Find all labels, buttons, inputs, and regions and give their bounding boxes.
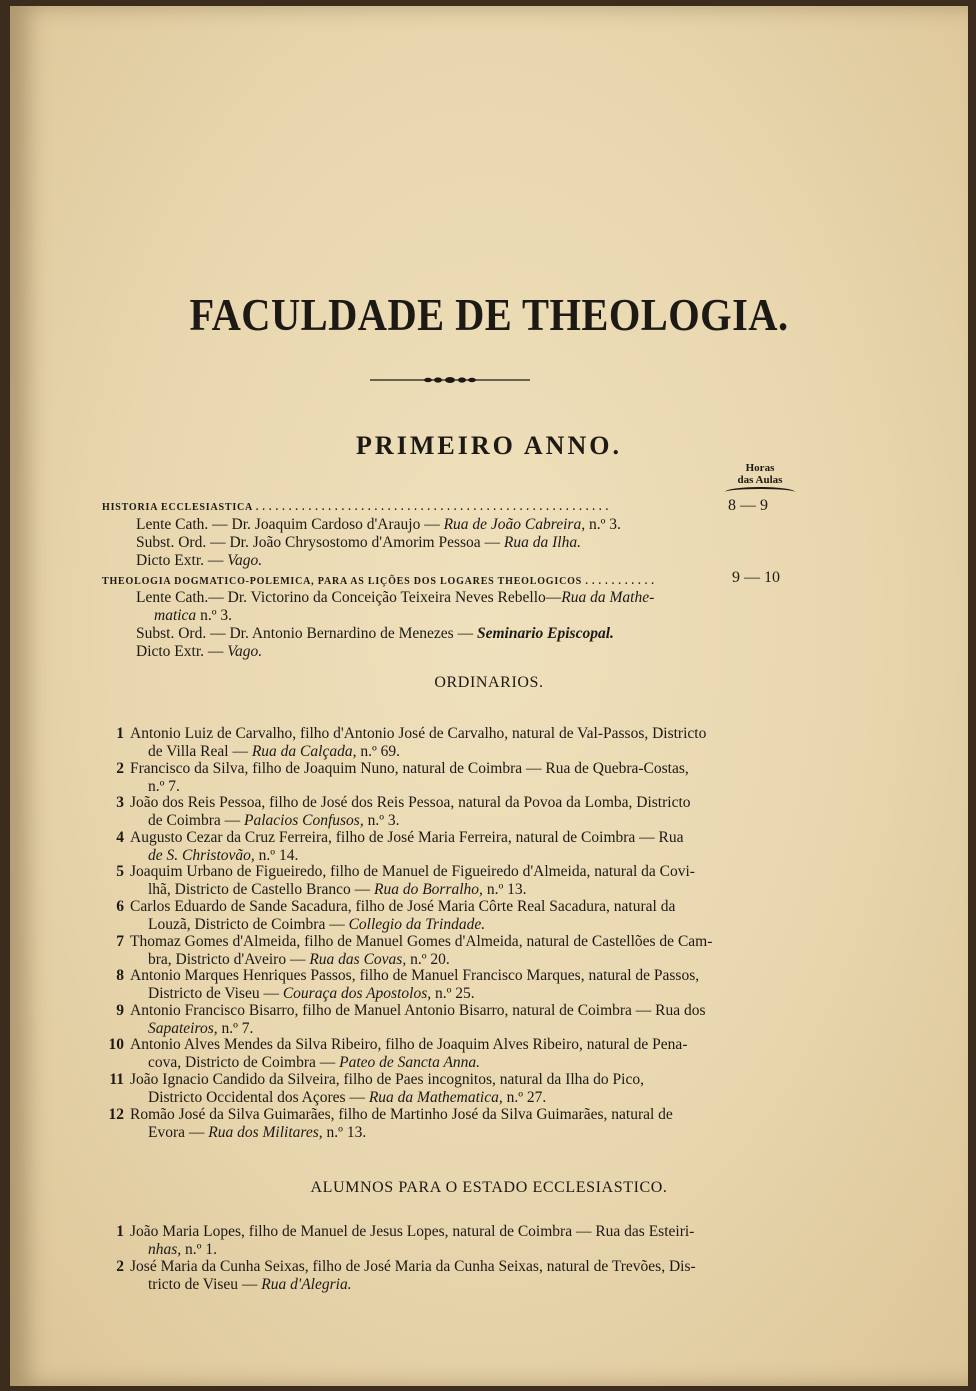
entry-line-2: lhã, Districto de Castello Branco — Rua do Borralho, n.º 13. [148,881,527,899]
list-item [130,1036,810,1072]
entry-number: 5 [116,863,124,881]
leader-dots: . . . . . . . . . . . . . . . . . . . . . . . . . . . . . . . . . . . . . . . . . . . . . . . . . . . . . . [252,502,609,513]
list-item [130,1071,810,1107]
book-page [10,6,968,1386]
entry-number: 9 [116,1001,124,1019]
entry-number: 11 [109,1071,124,1088]
page-title: FACULDADE DE THEOLOGIA. [189,289,789,340]
ornament-divider [370,374,530,386]
course-hours: 9 — 10 [732,569,780,586]
entry-line-2: Districto Occidental dos Açores — Rua da Mathematica, n.º 27. [148,1089,547,1106]
staff-line: matica n.º 3. [154,607,232,624]
entry-line-1: Thomaz Gomes d'Almeida, filho de Manuel Gomes d'Almeida, natural de Castellões de Cam- [130,932,713,950]
entry-line-1: Francisco da Silva, filho de Joaquim Nuno, natural de Coimbra — Rua de Quebra-Costas, [130,759,689,777]
list-item [130,1106,810,1142]
year-heading: PRIMEIRO ANNO. [356,431,622,460]
entry-line-1: Joaquim Urbano de Figueiredo, filho de Manuel de Figueiredo d'Almeida, natural da Covi- [130,863,695,881]
entry-line-1: João Ignacio Candido da Silveira, filho de Paes incognitos, natural da Ilha do Pico, [130,1071,644,1088]
entry-line-2: Louzã, Districto de Coimbra — Collegio da Trindade. [148,916,486,933]
course-2 [102,571,976,589]
entry-line-2: de S. Christovão, n.º 14. [148,846,299,864]
list-item [130,1258,810,1294]
staff-line: Dicto Extr. — Vago. [136,552,263,569]
staff-line: Dicto Extr. — Vago. [136,643,263,660]
entry-line-1: Antonio Francisco Bisarro, filho de Manuel Antonio Bisarro, natural de Coimbra — Rua dos [130,1001,706,1019]
leader-dots: . . . . . . . . . . . [582,576,655,587]
staff-line: Lente Cath. — Dr. Joaquim Cardoso d'Araujo — Rua de João Cabreira, n.º 3. [136,516,621,533]
list-item [130,725,810,761]
course-name: HISTORIA ECCLESIASTICA [102,502,253,513]
entry-line-1: Augusto Cezar da Cruz Ferreira, filho de José Maria Ferreira, natural de Coimbra — Rua [130,828,684,846]
entry-number: 1 [116,1223,124,1240]
entry-line-1: Carlos Eduardo de Sande Sacadura, filho de José Maria Côrte Real Sacadura, natural da [130,898,676,915]
staff-line: Subst. Ord. — Dr. João Chrysostomo d'Amorim Pessoa — Rua da Ilha. [136,534,581,551]
entry-line-2: n.º 7. [148,777,180,795]
hours-header-line1: Horas [745,462,775,474]
entry-line-1: Romão José da Silva Guimarães, filho de Martinho José da Silva Guimarães, natural de [130,1105,673,1123]
list-item [130,933,810,969]
entry-number: 10 [108,1036,124,1054]
entry-line-1: Antonio Luiz de Carvalho, filho d'Antonio José de Carvalho, natural de Val-Passos, Districto [130,725,707,742]
course-hours: 8 — 9 [728,497,768,514]
entry-line-1: Antonio Alves Mendes da Silva Ribeiro, filho de Joaquim Alves Ribeiro, natural de Pena- [130,1036,688,1054]
entry-line-2: Sapateiros, n.º 7. [148,1019,254,1037]
entry-number: 3 [116,794,124,812]
entry-line-2: cova, Districto de Coimbra — Pateo de Sancta Anna. [148,1054,481,1072]
entry-number: 2 [116,759,124,777]
staff-line: Subst. Ord. — Dr. Antonio Bernardino de Menezes — Seminario Episcopal. [136,625,614,642]
hours-column-header [725,462,795,497]
entry-line-2: de Coimbra — Palacios Confusos, n.º 3. [148,812,400,830]
entry-line-2: nhas, n.º 1. [148,1241,217,1258]
entry-line-1: João dos Reis Pessoa, filho de José dos Reis Pessoa, natural da Povoa da Lomba, Districto [130,794,691,812]
staff-line: Lente Cath.— Dr. Victorino da Conceição Teixeira Neves Rebello—Rua da Mathe- [136,589,655,606]
entry-line-2: Districto de Viseu — Couraça dos Apostolos, n.º 25. [148,985,475,1003]
alumnos-heading: ALUMNOS PARA O ESTADO ECCLESIASTICO. [310,1179,668,1196]
entry-number: 8 [116,967,124,985]
entry-number: 1 [116,725,124,742]
list-item [130,1223,810,1259]
list-item [130,829,810,865]
entry-line-2: bra, Districto d'Aveiro — Rua das Covas, n.º 20. [148,950,450,968]
ordinarios-heading: ORDINARIOS. [434,674,544,691]
hours-header-line2: das Aulas [737,474,783,486]
entry-line-2: de Villa Real — Rua da Calçada, n.º 69. [148,743,401,760]
entry-line-2: Evora — Rua dos Militares, n.º 13. [148,1123,367,1141]
brace-mark [725,487,795,497]
entry-number: 7 [116,932,124,950]
list-item [130,760,810,796]
entry-number: 6 [116,898,124,915]
course-name: THEOLOGIA DOGMATICO-POLEMICA, PARA AS LIÇÕES DOS LOGARES THEOLOGICOS [102,576,583,587]
list-item [130,1002,810,1038]
course-1 [102,497,976,515]
entry-line-1: João Maria Lopes, filho de Manuel de Jesus Lopes, natural de Coimbra — Rua das Esteiri- [130,1223,695,1240]
list-item [130,967,810,1003]
list-item [130,898,810,934]
entry-line-2: tricto de Viseu — Rua d'Alegria. [148,1276,352,1293]
entry-number: 2 [116,1258,124,1275]
entry-number: 12 [108,1105,124,1123]
list-item [130,794,810,830]
entry-number: 4 [116,828,124,846]
list-item [130,863,810,899]
entry-line-1: Antonio Marques Henriques Passos, filho de Manuel Francisco Marques, natural de Passos, [130,967,700,985]
entry-line-1: José Maria da Cunha Seixas, filho de José Maria da Cunha Seixas, natural de Trevões, Dis- [130,1258,696,1275]
